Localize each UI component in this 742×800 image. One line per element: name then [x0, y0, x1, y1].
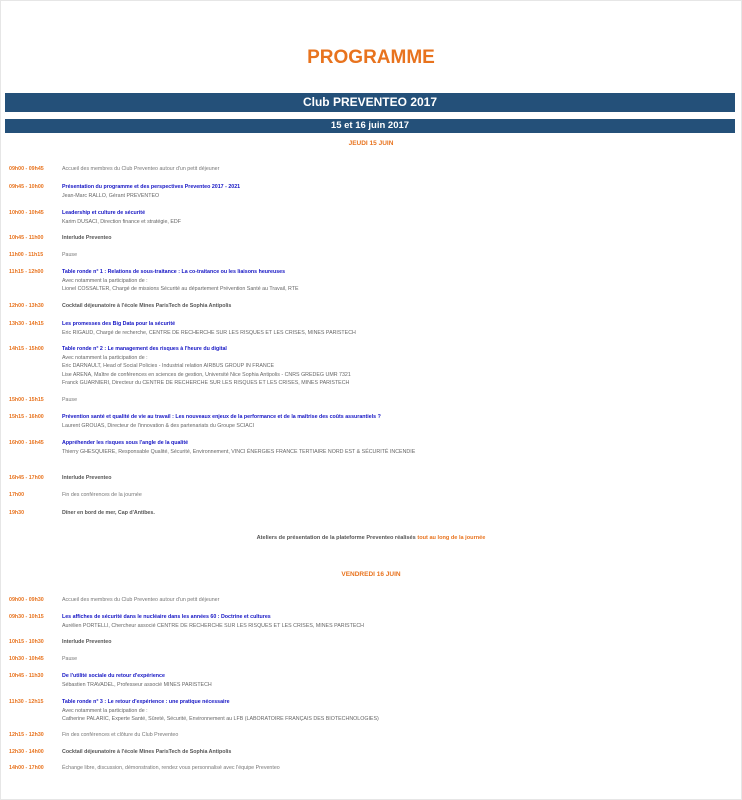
ateliers-note — [0, 535, 742, 541]
time-slot: 11h30 - 12h15 — [9, 699, 44, 705]
speaker-line: Lionel COSSALTER, Chargé de missions Sécurité au département Prévention Santé au Travail, RTE — [62, 286, 299, 292]
speaker-line: Lise ARENA, Maître de conférences en sciences de gestion, Université Nice Sophia Antipolis - CNRS GREDEG UMR 7321 — [62, 371, 351, 378]
session-description — [62, 474, 722, 483]
ateliers-highlight: tout au long de la journée — [417, 535, 486, 541]
session-description — [62, 165, 722, 174]
speaker-line: Sébastien TRAVADEL, Professeur associé MINES PARISTECH — [62, 681, 212, 688]
time-slot: 16h45 - 17h00 — [9, 475, 44, 481]
session-description — [62, 251, 722, 260]
day1-heading: JEUDI 15 JUIN — [348, 140, 394, 147]
session-title: Table ronde n° 3 : Le retour d'expérience : une pratique nécessaire — [62, 699, 230, 705]
time-slot: 12h30 - 14h00 — [9, 749, 44, 755]
session-title: Présentation du programme et des perspectives Preventeo 2017 - 2021 — [62, 184, 241, 190]
speaker-line: Catherine PALARIC, Experte Santé, Sûreté, Sécurité, Environnement au LFB (LABORATOIRE FRANÇAIS DES BIOTECHNOLOGIES) — [62, 716, 379, 722]
session-description — [62, 509, 722, 518]
session-title: Accueil des membres du Club Preventeo autour d'un petit déjeuner — [62, 166, 220, 172]
session-title: Leadership et culture de sécurité — [62, 210, 146, 216]
session-title: Interlude Preventeo — [62, 639, 112, 645]
speaker-line: Eric DARNAULT, Head of Social Policies - Industrial relation AIRBUS GROUP IN FRANCE — [62, 363, 275, 369]
session-description — [62, 345, 722, 388]
session-title: Pause — [62, 656, 78, 662]
time-slot: 14h00 - 17h00 — [9, 765, 44, 771]
time-slot: 17h00 — [9, 492, 25, 498]
ateliers-text: Ateliers de présentation de la plateforme Preventeo réalisés — [256, 535, 418, 541]
session-title: Table ronde n° 2 : Le management des risques à l'heure du digital — [62, 346, 227, 352]
session-description — [62, 183, 722, 200]
speaker-line: Karim DUSACI, Direction finance et stratégie, EDF — [62, 218, 181, 225]
session-title: Pause — [62, 252, 78, 258]
session-description — [62, 613, 722, 630]
session-title: Accueil des membres du Club Preventeo autour d'un petit déjeuner — [62, 597, 220, 603]
session-title: Fin des conférences et clôture du Club Preventeo — [62, 732, 179, 738]
session-description — [62, 268, 722, 294]
session-title: Pause — [62, 397, 78, 403]
session-title: Interlude Preventeo — [62, 475, 112, 481]
time-slot: 10h00 - 10h45 — [9, 210, 44, 216]
page-title: PROGRAMME — [307, 47, 435, 68]
time-slot: 13h30 - 14h15 — [9, 321, 44, 327]
time-slot: 15h15 - 16h00 — [9, 414, 44, 420]
session-description — [62, 396, 722, 405]
speaker-line: Avec notamment la participation de : — [62, 707, 148, 714]
session-description — [62, 638, 722, 647]
session-title: Table ronde n° 1 : Relations de sous-traitance : La co-traitance ou les liaisons heureuses — [62, 269, 286, 275]
session-description — [62, 439, 722, 456]
session-title: Les affiches de sécurité dans le nucléaire dans les années 60 : Doctrine et cultures — [62, 614, 271, 620]
time-slot: 09h45 - 10h00 — [9, 184, 44, 190]
club-banner: Club PREVENTEO 2017 — [5, 93, 735, 112]
session-title: Appréhender les risques sous l'angle de la qualité — [62, 440, 189, 446]
session-description — [62, 209, 722, 226]
session-description — [62, 320, 722, 337]
session-title: Dîner en bord de mer, Cap d'Antibes. — [62, 510, 155, 516]
session-title: Les promesses des Big Data pour la sécurité — [62, 321, 176, 327]
speaker-line: Laurent GROUAS, Directeur de l'innovation & des partenariats du Groupe SCIACI — [62, 422, 255, 429]
session-title: Échange libre, discussion, démonstration, rendez vous personnalisé avec l'équipe Preventeo — [62, 765, 280, 771]
time-slot: 16h00 - 16h45 — [9, 440, 44, 446]
speaker-line: Avec notamment la participation de : — [62, 354, 148, 361]
dates-banner: 15 et 16 juin 2017 — [5, 119, 735, 133]
session-description — [62, 596, 722, 605]
session-description — [62, 764, 722, 773]
session-title: Cocktail déjeunatoire à l'école Mines ParisTech de Sophia Antipolis — [62, 303, 232, 309]
time-slot: 10h45 - 11h00 — [9, 235, 44, 241]
session-description — [62, 655, 722, 664]
session-title: Interlude Preventeo — [62, 235, 112, 241]
session-description — [62, 748, 722, 757]
time-slot: 10h45 - 11h30 — [9, 673, 44, 679]
session-title: De l'utilité sociale du retour d'expérience — [62, 673, 165, 679]
time-slot: 15h00 - 15h15 — [9, 397, 44, 403]
session-description — [62, 672, 722, 689]
time-slot: 12h00 - 13h30 — [9, 303, 44, 309]
speaker-line: Jean-Marc RALLO, Gérant PREVENTEO — [62, 192, 160, 199]
time-slot: 10h15 - 10h30 — [9, 639, 44, 645]
speaker-line: Thierry GHESQUIERE, Responsable Qualité, Sécurité, Environnement, VINCI ÉNERGIES FRANCE TERTIAIRE NORD EST & SÉCURITÉ INCENDIE — [62, 448, 416, 455]
speaker-line: Franck GUARNIERI, Directeur du CENTRE DE RECHERCHE SUR LES RISQUES ET LES CRISES, MINES PARISTECH — [62, 380, 350, 386]
session-description — [62, 302, 722, 311]
session-description — [62, 413, 722, 430]
session-title: Prévention santé et qualité de vie au travail : Les nouveaux enjeux de la performance et de la maîtrise des coûts assurantiels ? — [62, 414, 381, 420]
speaker-line: Avec notamment la participation de : — [62, 277, 148, 284]
time-slot: 09h30 - 10h15 — [9, 614, 44, 620]
session-description — [62, 731, 722, 740]
speaker-line: Eric RIGAUD, Chargé de recherche, CENTRE DE RECHERCHE SUR LES RISQUES ET LES CRISES, MINES PARISTECH — [62, 329, 356, 336]
time-slot: 11h00 - 11h15 — [9, 252, 44, 258]
session-title: Fin des conférences de la journée — [62, 492, 142, 498]
speaker-line: Aurélien PORTELLI, Chercheur associé CENTRE DE RECHERCHE SUR LES RISQUES ET LES CRISES, MINES PARISTECH — [62, 622, 365, 629]
time-slot: 11h15 - 12h00 — [9, 269, 44, 275]
time-slot: 10h30 - 10h45 — [9, 656, 44, 662]
time-slot: 12h15 - 12h30 — [9, 732, 44, 738]
session-description — [62, 698, 722, 724]
time-slot: 09h00 - 09h45 — [9, 166, 44, 172]
day2-heading: VENDREDI 16 JUIN — [341, 571, 401, 578]
time-slot: 14h15 - 15h00 — [9, 346, 44, 352]
time-slot: 19h30 — [9, 510, 25, 516]
session-title: Cocktail déjeunatoire à l'école Mines ParisTech de Sophia Antipolis — [62, 749, 232, 755]
time-slot: 09h00 - 09h30 — [9, 597, 44, 603]
session-description — [62, 234, 722, 243]
session-description — [62, 491, 722, 500]
